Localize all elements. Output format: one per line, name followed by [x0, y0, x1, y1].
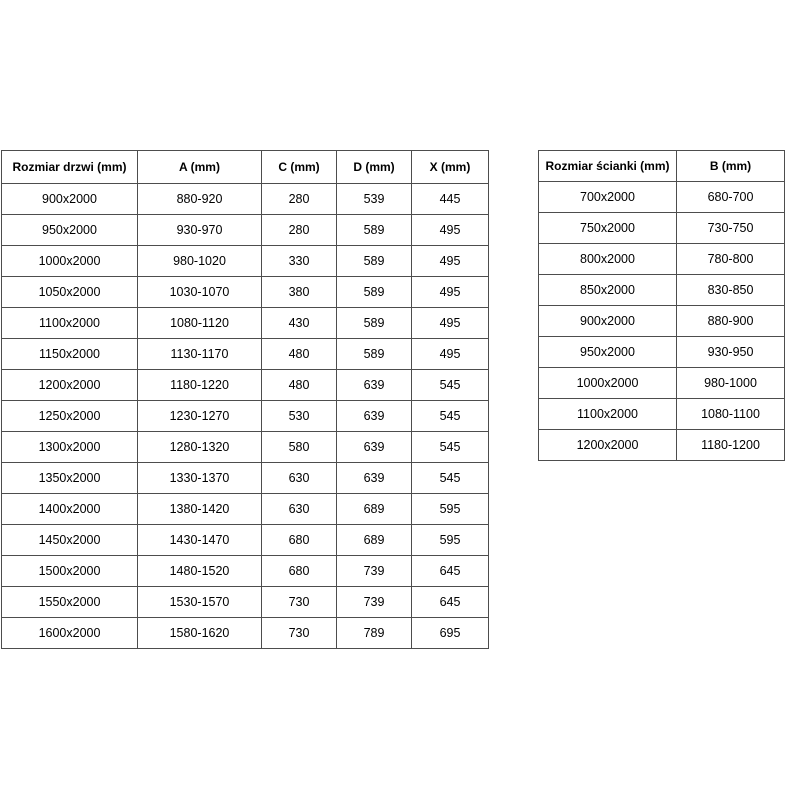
table-row — [2, 401, 489, 432]
table-cell: 900x2000 — [539, 306, 677, 337]
table-cell: 495 — [412, 308, 489, 339]
table-cell: 495 — [412, 215, 489, 246]
table-cell: 1050x2000 — [2, 277, 138, 308]
table-cell: 980-1000 — [677, 368, 785, 399]
table-row — [2, 215, 489, 246]
table-cell: 1550x2000 — [2, 587, 138, 618]
table-row — [2, 494, 489, 525]
table-cell: 630 — [262, 463, 337, 494]
table-cell: 280 — [262, 215, 337, 246]
table-cell: 1180-1200 — [677, 430, 785, 461]
table-cell: 900x2000 — [2, 184, 138, 215]
table-cell: 589 — [337, 246, 412, 277]
table-cell: 730-750 — [677, 213, 785, 244]
table-cell: 800x2000 — [539, 244, 677, 275]
table-cell: 1130-1170 — [138, 339, 262, 370]
table-cell: 689 — [337, 494, 412, 525]
table-cell: 700x2000 — [539, 182, 677, 213]
door-table-header-size: Rozmiar drzwi (mm) — [2, 151, 138, 184]
table-cell: 1000x2000 — [2, 246, 138, 277]
table-cell: 580 — [262, 432, 337, 463]
table-cell: 639 — [337, 370, 412, 401]
table-cell: 430 — [262, 308, 337, 339]
table-cell: 1200x2000 — [539, 430, 677, 461]
table-cell: 950x2000 — [2, 215, 138, 246]
table-cell: 1250x2000 — [2, 401, 138, 432]
table-cell: 589 — [337, 308, 412, 339]
table-cell: 930-950 — [677, 337, 785, 368]
table-cell: 680 — [262, 525, 337, 556]
table-cell: 680-700 — [677, 182, 785, 213]
table-row — [539, 244, 785, 275]
table-cell: 589 — [337, 339, 412, 370]
table-cell: 445 — [412, 184, 489, 215]
table-cell: 480 — [262, 370, 337, 401]
table-cell: 830-850 — [677, 275, 785, 306]
table-cell: 1600x2000 — [2, 618, 138, 649]
table-cell: 1230-1270 — [138, 401, 262, 432]
table-cell: 380 — [262, 277, 337, 308]
table-cell: 545 — [412, 370, 489, 401]
table-cell: 639 — [337, 463, 412, 494]
table-cell: 789 — [337, 618, 412, 649]
table-row — [2, 339, 489, 370]
table-cell: 739 — [337, 556, 412, 587]
table-cell: 750x2000 — [539, 213, 677, 244]
table-cell: 495 — [412, 246, 489, 277]
table-row — [2, 525, 489, 556]
table-cell: 730 — [262, 587, 337, 618]
table-cell: 950x2000 — [539, 337, 677, 368]
table-cell: 695 — [412, 618, 489, 649]
table-row — [2, 184, 489, 215]
table-cell: 1430-1470 — [138, 525, 262, 556]
table-cell: 1000x2000 — [539, 368, 677, 399]
table-cell: 1080-1100 — [677, 399, 785, 430]
table-row — [539, 337, 785, 368]
table-cell: 639 — [337, 401, 412, 432]
table-cell: 980-1020 — [138, 246, 262, 277]
door-table-header-row — [2, 151, 489, 184]
table-row — [2, 246, 489, 277]
table-cell: 589 — [337, 277, 412, 308]
table-cell: 545 — [412, 401, 489, 432]
table-cell: 1300x2000 — [2, 432, 138, 463]
table-cell: 680 — [262, 556, 337, 587]
wall-table-header-b: B (mm) — [677, 151, 785, 182]
table-row — [539, 399, 785, 430]
table-cell: 1100x2000 — [539, 399, 677, 430]
table-cell: 539 — [337, 184, 412, 215]
table-cell: 1330-1370 — [138, 463, 262, 494]
door-table-header-a: A (mm) — [138, 151, 262, 184]
table-cell: 630 — [262, 494, 337, 525]
table-cell: 639 — [337, 432, 412, 463]
table-cell: 1200x2000 — [2, 370, 138, 401]
table-row — [539, 182, 785, 213]
table-cell: 495 — [412, 277, 489, 308]
table-cell: 645 — [412, 556, 489, 587]
door-table-header-d: D (mm) — [337, 151, 412, 184]
table-cell: 1180-1220 — [138, 370, 262, 401]
wall-sizes-table — [538, 150, 785, 461]
table-cell: 850x2000 — [539, 275, 677, 306]
table-row — [2, 277, 489, 308]
table-cell: 1150x2000 — [2, 339, 138, 370]
door-table-header-x: X (mm) — [412, 151, 489, 184]
table-cell: 1400x2000 — [2, 494, 138, 525]
wall-table-header-size: Rozmiar ścianki (mm) — [539, 151, 677, 182]
table-cell: 880-900 — [677, 306, 785, 337]
table-cell: 780-800 — [677, 244, 785, 275]
table-row — [2, 463, 489, 494]
table-cell: 1080-1120 — [138, 308, 262, 339]
table-cell: 1030-1070 — [138, 277, 262, 308]
table-cell: 1100x2000 — [2, 308, 138, 339]
wall-table-header-row — [539, 151, 785, 182]
table-cell: 1480-1520 — [138, 556, 262, 587]
table-cell: 645 — [412, 587, 489, 618]
table-cell: 495 — [412, 339, 489, 370]
table-cell: 1450x2000 — [2, 525, 138, 556]
table-cell: 280 — [262, 184, 337, 215]
table-row — [2, 308, 489, 339]
table-row — [2, 556, 489, 587]
table-cell: 1580-1620 — [138, 618, 262, 649]
table-cell: 1280-1320 — [138, 432, 262, 463]
table-row — [539, 306, 785, 337]
door-sizes-table — [1, 150, 489, 649]
table-cell: 1380-1420 — [138, 494, 262, 525]
table-cell: 545 — [412, 463, 489, 494]
table-row — [2, 618, 489, 649]
table-cell: 739 — [337, 587, 412, 618]
table-cell: 1500x2000 — [2, 556, 138, 587]
door-table-header-c: C (mm) — [262, 151, 337, 184]
table-cell: 330 — [262, 246, 337, 277]
table-cell: 1350x2000 — [2, 463, 138, 494]
table-row — [539, 213, 785, 244]
table-cell: 530 — [262, 401, 337, 432]
table-cell: 545 — [412, 432, 489, 463]
table-row — [2, 370, 489, 401]
table-cell: 595 — [412, 494, 489, 525]
table-row — [539, 368, 785, 399]
table-row — [539, 430, 785, 461]
table-cell: 589 — [337, 215, 412, 246]
table-row — [539, 275, 785, 306]
table-cell: 480 — [262, 339, 337, 370]
table-cell: 880-920 — [138, 184, 262, 215]
table-row — [2, 587, 489, 618]
table-cell: 595 — [412, 525, 489, 556]
table-cell: 930-970 — [138, 215, 262, 246]
table-cell: 689 — [337, 525, 412, 556]
table-cell: 1530-1570 — [138, 587, 262, 618]
table-row — [2, 432, 489, 463]
table-cell: 730 — [262, 618, 337, 649]
